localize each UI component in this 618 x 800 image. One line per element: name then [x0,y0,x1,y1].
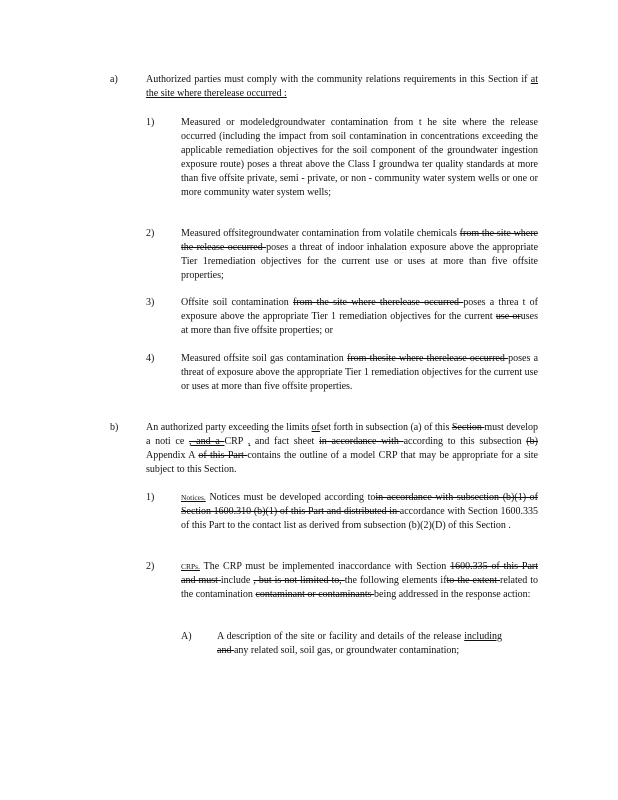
deleted-text: and [217,645,234,656]
section-a-intro [146,73,538,101]
text-run: CRP [224,436,248,447]
item-a1-label: 1) [146,117,155,128]
text-run: being addressed in the response action: [374,589,531,600]
deleted-text: 1600.335 of this Part and must [181,561,538,586]
deleted-text: Section [451,422,485,433]
text-run: poses a threat of exposure above the appropriate Tier 1 remediation objectives for the current use or uses at more than five offsite properties. [181,353,539,392]
text-run: must develop a noti ce [146,422,539,447]
text-run: related to the contamination [181,575,538,600]
item-a4-label: 4) [146,353,155,364]
deleted-text: use or [495,311,521,322]
deleted-text: from thesite where therelease occurred [346,353,509,364]
deleted-text: , but is not limited to, [253,575,345,586]
deleted-text: contaminant or contaminants [255,589,375,600]
deleted-text: , and a [188,436,225,447]
text-run: poses a threat of indoor inhalation exposure above the appropriate Tier 1remediation objectives for the current use or uses at more than five offsite properties; [181,242,539,281]
item-b1-label: 1) [146,492,155,503]
text-run: Appendix A [146,450,199,461]
section-b-intro [146,421,538,477]
text-run: An authorized party exceeding the limits [146,422,312,433]
item-b2-label: 2) [146,561,155,572]
deleted-text: to the extent [446,575,500,586]
inserted-text: of [311,422,320,433]
deleted-text: from the site where therelease occurred [292,297,464,308]
text-run: contains the outline of a model CRP that may be appropriate for a site subject to this Section. [146,450,538,475]
item-a2-text [181,227,538,283]
text-run: Notices must be developed according to [205,492,376,503]
text-run: Offsite soil contamination [181,297,293,308]
deleted-text: from the site where the release occurred [181,228,538,253]
text-run: poses a threa t of exposure above the appropriate Tier 1 remediation objectives for the current [181,297,538,322]
inserted-text: including [464,631,502,642]
deleted-text: (b) [526,436,538,447]
text-run: set forth in subsection (a) of this [319,422,452,433]
text-run: Measured offsite soil gas contamination [181,353,347,364]
inserted-text: at the site where therelease occurred : [146,74,538,99]
item-a3-label: 3) [146,297,155,308]
deleted-text: of this Part [198,450,248,461]
inserted-text: , [247,436,251,447]
text-run: Authorized parties must comply with the community relations requirements in this Section if [146,74,531,85]
inserted-text: Notices. [181,493,206,502]
item-b2a-text [217,630,502,658]
item-b2a-label: A) [181,631,192,642]
inserted-text: CRPs. [181,562,200,571]
item-a1-text [181,116,538,200]
item-a2-label: 2) [146,228,155,239]
item-b1-text [181,491,538,533]
text-run: accordance with Section 1600.335 of this Part to the contact list as derived from subsection (b)(2)(D) of this Section . [181,506,538,531]
text-run: the following elements if [344,575,447,586]
text-run: and fact sheet [250,436,319,447]
section-b-label: b) [110,422,119,433]
text-run: Measured offsitegroundwater contamination from volatile chemicals [181,228,460,239]
text-run: according to this subsection [403,436,527,447]
deleted-text: in accordance with [318,436,404,447]
item-b2-text [181,560,538,602]
text-run: uses at more than five offsite properties; or [181,311,538,336]
item-a4-text [181,352,538,394]
text-run: include [220,575,254,586]
section-a-label: a) [110,74,118,85]
deleted-text: in accordance with subsection (b)(1) of Section 1600.310 (b)(1) of this Part and distributed in [181,492,538,517]
text-run: A description of the site or facility and details of the release [217,631,465,642]
text-run: Measured or modeledgroundwater contamination from t he site where the release occurred (including the impact from soil contamination in concentrations exceeding the applicable remediation objectives for the soil component of the groundwater ingestion exposure route) poses a threat above the Class I groundwa ter quality standards at more than five offsite private, semi - private, or non - community water system wells or one or more community water system wells; [181,117,538,198]
text-run: The CRP must be implemented inaccordance with Section [199,561,451,572]
item-a3-text [181,296,538,338]
text-run: any related soil, soil gas, or groundwater contamination; [233,645,460,656]
